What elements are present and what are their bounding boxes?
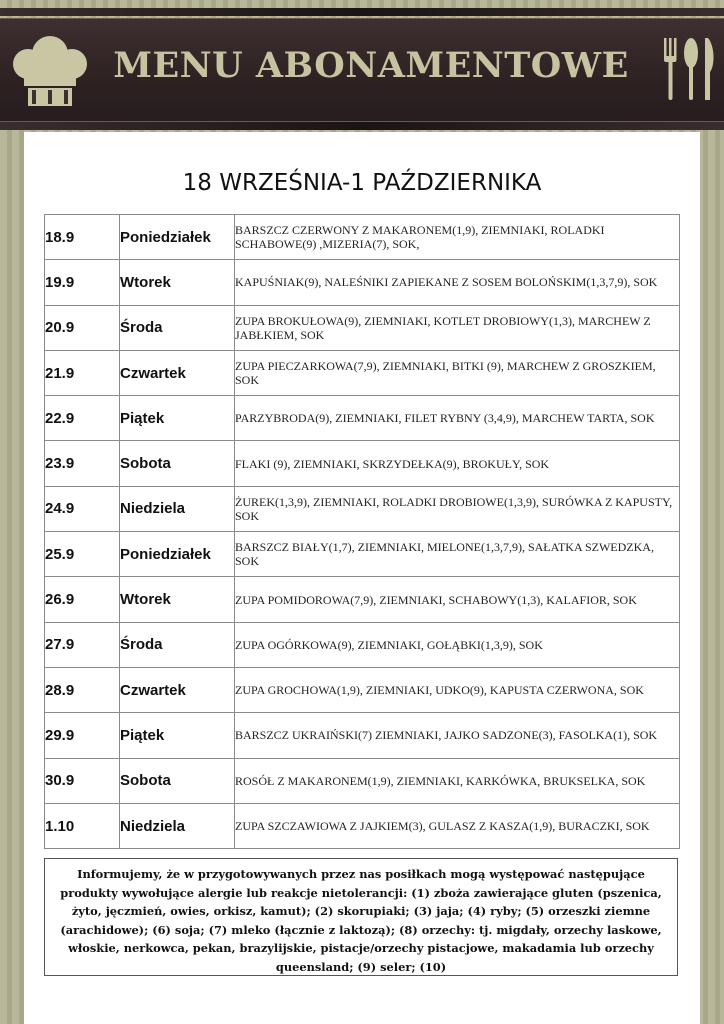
row-day: Środa xyxy=(120,622,235,667)
row-day: Wtorek xyxy=(120,577,235,622)
table-row xyxy=(45,713,680,758)
row-dish: ZUPA PIECZARKOWA(7,9), ZIEMNIAKI, BITKI (9), MARCHEW Z GROSZKIEM, SOK xyxy=(235,350,680,395)
row-day: Poniedziałek xyxy=(120,532,235,577)
row-date: 22.9 xyxy=(45,396,120,441)
chef-hat-icon xyxy=(10,34,90,110)
row-date: 28.9 xyxy=(45,667,120,712)
row-dish: BARSZCZ BIAŁY(1,7), ZIEMNIAKI, MIELONE(1,3,7,9), SAŁATKA SZWEDZKA, SOK xyxy=(235,532,680,577)
row-dish: KAPUŚNIAK(9), NALEŚNIKI ZAPIEKANE Z SOSEM BOLOŃSKIM(1,3,7,9), SOK xyxy=(235,260,680,305)
banner-bottom-band xyxy=(0,122,724,130)
row-day: Niedziela xyxy=(120,486,235,531)
row-date: 23.9 xyxy=(45,441,120,486)
row-date: 19.9 xyxy=(45,260,120,305)
row-dish: ZUPA POMIDOROWA(7,9), ZIEMNIAKI, SCHABOWY(1,3), KALAFIOR, SOK xyxy=(235,577,680,622)
row-day: Czwartek xyxy=(120,667,235,712)
cutlery-icon xyxy=(658,36,718,102)
row-dish: BARSZCZ CZERWONY Z MAKARONEM(1,9), ZIEMNIAKI, ROLADKI SCHABOWE(9) ,MIZERIA(7), SOK, xyxy=(235,215,680,260)
row-day: Piątek xyxy=(120,396,235,441)
table-row xyxy=(45,577,680,622)
row-date: 25.9 xyxy=(45,532,120,577)
table-row xyxy=(45,396,680,441)
row-day: Poniedziałek xyxy=(120,215,235,260)
table-row xyxy=(45,758,680,803)
table-row xyxy=(45,305,680,350)
row-day: Niedziela xyxy=(120,803,235,848)
menu-page xyxy=(24,132,700,1024)
row-date: 30.9 xyxy=(45,758,120,803)
table-row xyxy=(45,803,680,848)
row-date: 1.10 xyxy=(45,803,120,848)
row-date: 21.9 xyxy=(45,350,120,395)
row-date: 27.9 xyxy=(45,622,120,667)
row-date: 20.9 xyxy=(45,305,120,350)
row-dish: ZUPA SZCZAWIOWA Z JAJKIEM(3), GULASZ Z KASZA(1,9), BURACZKI, SOK xyxy=(235,803,680,848)
row-day: Piątek xyxy=(120,713,235,758)
banner-top-band xyxy=(0,8,724,16)
row-dish: ROSÓŁ Z MAKARONEM(1,9), ZIEMNIAKI, KARKÓWKA, BRUKSELKA, SOK xyxy=(235,758,680,803)
header-banner xyxy=(0,0,724,138)
table-row xyxy=(45,622,680,667)
row-dish: FLAKI (9), ZIEMNIAKI, SKRZYDEŁKA(9), BROKUŁY, SOK xyxy=(235,441,680,486)
banner-title: MENU ABONAMENTOWE xyxy=(113,45,629,86)
table-row xyxy=(45,350,680,395)
row-date: 26.9 xyxy=(45,577,120,622)
row-dish: ZUPA OGÓRKOWA(9), ZIEMNIAKI, GOŁĄBKI(1,3,9), SOK xyxy=(235,622,680,667)
row-day: Sobota xyxy=(120,441,235,486)
row-dish: BARSZCZ UKRAIŃSKI(7) ZIEMNIAKI, JAJKO SADZONE(3), FASOLKA(1), SOK xyxy=(235,713,680,758)
row-dish: ŻUREK(1,3,9), ZIEMNIAKI, ROLADKI DROBIOWE(1,3,9), SURÓWKA Z KAPUSTY, SOK xyxy=(235,486,680,531)
row-date: 24.9 xyxy=(45,486,120,531)
menu-table xyxy=(44,214,680,849)
table-row xyxy=(45,667,680,712)
row-day: Środa xyxy=(120,305,235,350)
row-date: 29.9 xyxy=(45,713,120,758)
allergy-notice: Informujemy, że w przygotowywanych przez nas posiłkach mogą występować następujące produkty wywołujące alergie lub reakcje nietolerancji: (1) zboża zawierające gluten (pszenica, żyto, jęczmień, owies, orkisz, kamut); (2) skorupiaki; (3) jaja; (4) ryby; (5) orzeszki ziemne (arachidowe); (6) soja; (7) mleko (łącznie z laktozą); (8) orzechy: tj. migdały, orzechy laskowe, włoskie, nerkowca, pekan, brazylijskie, pistacje/orzechy pistacjowe, makadamia lub orzechy queensland; (9) seler; (10) xyxy=(44,858,678,976)
row-dish: ZUPA BROKUŁOWA(9), ZIEMNIAKI, KOTLET DROBIOWY(1,3), MARCHEW Z JABŁKIEM, SOK xyxy=(235,305,680,350)
table-row xyxy=(45,215,680,260)
date-range-title: 18 WRZEŚNIA-1 PAŹDZIERNIKA xyxy=(182,170,542,196)
table-row xyxy=(45,532,680,577)
row-day: Sobota xyxy=(120,758,235,803)
table-row xyxy=(45,260,680,305)
table-row xyxy=(45,486,680,531)
row-day: Wtorek xyxy=(120,260,235,305)
row-dish: ZUPA GROCHOWA(1,9), ZIEMNIAKI, UDKO(9), KAPUSTA CZERWONA, SOK xyxy=(235,667,680,712)
table-row xyxy=(45,441,680,486)
row-dish: PARZYBRODA(9), ZIEMNIAKI, FILET RYBNY (3,4,9), MARCHEW TARTA, SOK xyxy=(235,396,680,441)
row-date: 18.9 xyxy=(45,215,120,260)
row-day: Czwartek xyxy=(120,350,235,395)
